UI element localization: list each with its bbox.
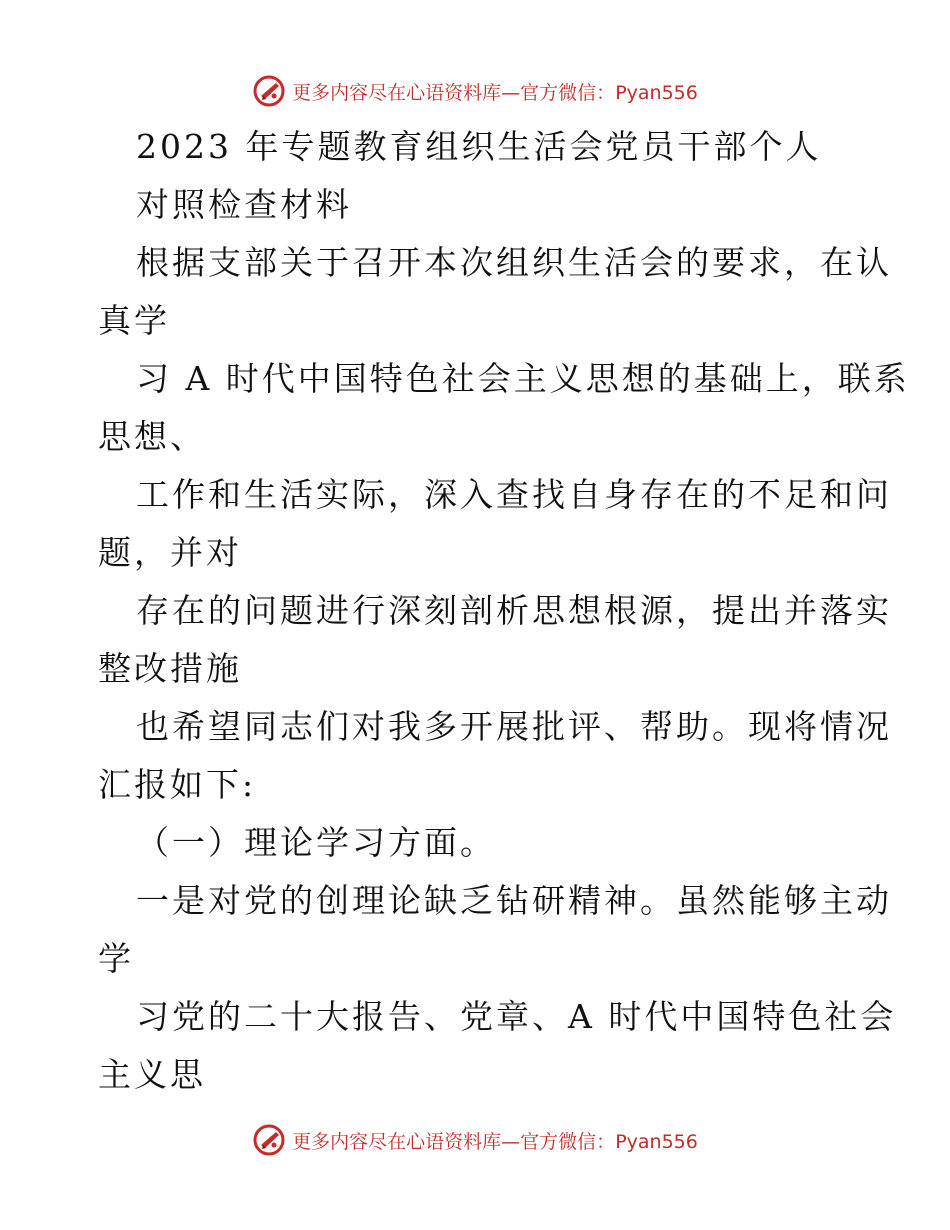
paragraph-line: 题，并对 — [98, 533, 242, 572]
footer-site-text: 更多内容尽在心语资料库 — [292, 1130, 502, 1153]
header-wechat-label: 官方微信： — [520, 81, 616, 104]
doc-title-line-1: 2023 年专题教育组织生活会党员干部个人 — [136, 127, 822, 166]
section-heading: （一）理论学习方面。 — [136, 823, 496, 862]
paragraph-line: 主义思 — [98, 1055, 206, 1094]
paragraph-line: 习 A 时代中国特色社会主义思想的基础上，联系 — [136, 359, 910, 398]
footer-separator: — — [501, 1130, 521, 1153]
header-site-text: 更多内容尽在心语资料库 — [292, 81, 502, 104]
paragraph-line: 习党的二十大报告、党章、A 时代中国特色社会 — [136, 997, 897, 1036]
document-body — [98, 118, 910, 1104]
footer-wechat-label: 官方微信： — [520, 1130, 616, 1153]
brand-logo-icon — [252, 1123, 286, 1157]
paragraph-line: 思想、 — [98, 417, 206, 456]
doc-title-line-2: 对照检查材料 — [136, 185, 352, 224]
footer-banner-text — [292, 1127, 698, 1154]
paragraph-line: 工作和生活实际，深入查找自身存在的不足和问 — [136, 475, 892, 514]
paragraph-line: 根据支部关于召开本次组织生活会的要求，在认 — [136, 243, 892, 282]
header-banner-text — [292, 78, 698, 105]
brand-logo-icon — [252, 74, 286, 108]
header-watermark-banner — [0, 71, 950, 111]
header-wechat-id: Pyan556 — [615, 81, 698, 104]
footer-wechat-id: Pyan556 — [615, 1130, 698, 1153]
paragraph-line: 真学 — [98, 301, 170, 340]
paragraph-line: 也希望同志们对我多开展批评、帮助。现将情况 — [136, 707, 892, 746]
header-separator: — — [501, 81, 521, 104]
paragraph-line: 一是对党的创理论缺乏钻研精神。虽然能够主动 — [136, 881, 892, 920]
footer-watermark-banner — [0, 1120, 950, 1160]
paragraph-line: 存在的问题进行深刻剖析思想根源，提出并落实 — [136, 591, 892, 630]
paragraph-line: 学 — [98, 939, 134, 978]
paragraph-line: 汇报如下: — [98, 765, 257, 804]
paragraph-line: 整改措施 — [98, 649, 242, 688]
